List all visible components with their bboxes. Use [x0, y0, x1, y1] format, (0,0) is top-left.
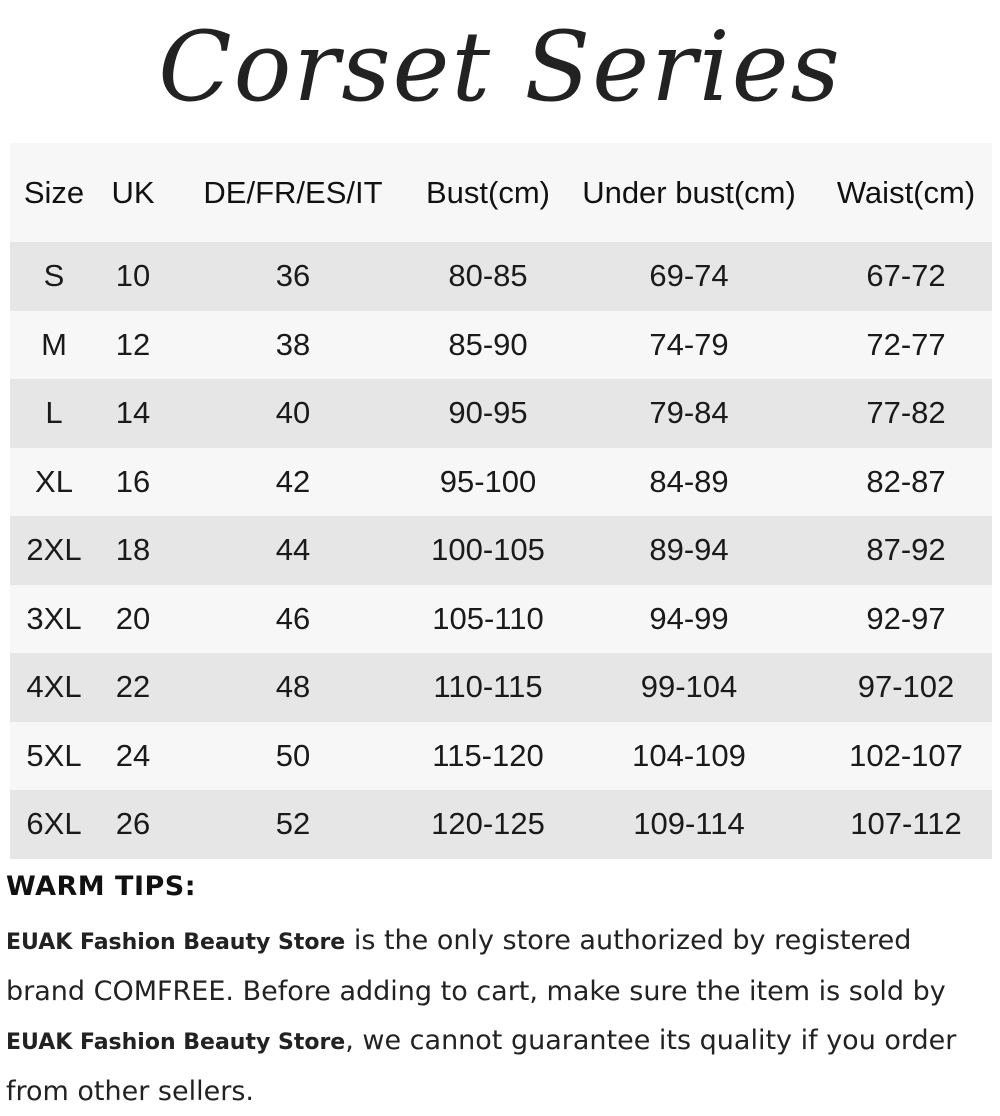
warm-tips-text [6, 916, 996, 1116]
tips-text-part-2: , we cannot guarantee its quality if you order from other sellers. [6, 1025, 957, 1107]
cell-eu: 40 [275, 395, 311, 431]
cell-waist: 77-82 [866, 395, 946, 431]
table-header-row [10, 143, 992, 242]
cell-under-bust: 69-74 [649, 258, 729, 294]
cell-bust: 105-110 [432, 600, 544, 636]
cell-under-bust: 99-104 [640, 669, 738, 705]
cell-size: 6XL [26, 806, 82, 842]
cell-bust: 110-115 [433, 669, 543, 705]
cell-bust: 90-95 [448, 395, 528, 431]
header-size: Size [23, 174, 85, 210]
table-row [10, 448, 992, 517]
table-row [10, 311, 992, 380]
cell-under-bust: 104-109 [632, 737, 746, 773]
header-under-bust: Under bust(cm) [582, 174, 796, 210]
header-bust: Bust(cm) [426, 174, 550, 210]
cell-eu: 44 [275, 532, 311, 568]
cell-waist: 92-97 [866, 600, 946, 636]
cell-waist: 67-72 [866, 258, 946, 294]
store-name: EUAK Fashion Beauty Store [6, 1030, 346, 1055]
cell-bust: 115-120 [432, 737, 544, 773]
cell-size: 3XL [26, 600, 82, 636]
cell-uk: 18 [115, 532, 151, 568]
table-row [10, 722, 992, 791]
cell-under-bust: 89-94 [649, 532, 729, 568]
cell-uk: 22 [115, 669, 151, 705]
cell-size: XL [35, 463, 73, 499]
cell-eu: 38 [275, 326, 311, 362]
cell-size: L [45, 395, 63, 431]
cell-uk: 14 [115, 395, 151, 431]
title-banner [0, 0, 1000, 140]
cell-uk: 16 [115, 463, 151, 499]
table-row [10, 516, 992, 585]
cell-waist: 102-107 [849, 737, 963, 773]
cell-waist: 107-112 [850, 806, 962, 842]
cell-bust: 95-100 [439, 463, 537, 499]
cell-eu: 52 [275, 806, 311, 842]
cell-bust: 80-85 [448, 258, 528, 294]
table-row [10, 790, 992, 859]
cell-waist: 97-102 [857, 669, 955, 705]
cell-size: 5XL [26, 737, 82, 773]
cell-bust: 85-90 [448, 326, 528, 362]
warm-tips-heading: WARM TIPS: [6, 871, 197, 902]
table-row [10, 242, 992, 311]
cell-eu: 42 [275, 463, 311, 499]
cell-uk: 10 [115, 258, 151, 294]
size-chart [10, 143, 992, 859]
size-table [10, 143, 992, 859]
tips-text-part-1: is the only store authorized by registered brand COMFREE. Before adding to cart, make sure the item is sold by [6, 925, 946, 1007]
cell-size: 2XL [26, 532, 82, 568]
cell-eu: 50 [275, 737, 311, 773]
cell-uk: 20 [115, 600, 151, 636]
cell-bust: 120-125 [431, 806, 545, 842]
cell-uk: 12 [115, 326, 151, 362]
cell-waist: 87-92 [866, 532, 946, 568]
cell-size: S [43, 258, 65, 294]
table-row [10, 585, 992, 654]
cell-uk: 24 [115, 737, 151, 773]
page-title: Corset Series [158, 11, 842, 123]
cell-waist: 72-77 [866, 326, 946, 362]
cell-bust: 100-105 [431, 532, 545, 568]
warm-tips-section [6, 866, 996, 1116]
cell-under-bust: 84-89 [649, 463, 729, 499]
cell-under-bust: 94-99 [649, 600, 729, 636]
table-row [10, 653, 992, 722]
cell-under-bust: 109-114 [633, 806, 745, 842]
cell-waist: 82-87 [866, 463, 946, 499]
cell-size: 4XL [26, 669, 82, 705]
cell-eu: 48 [275, 669, 311, 705]
cell-under-bust: 74-79 [649, 326, 729, 362]
store-name: EUAK Fashion Beauty Store [6, 930, 346, 955]
header-eu: DE/FR/ES/IT [203, 174, 383, 210]
header-uk: UK [111, 174, 155, 210]
cell-eu: 46 [275, 600, 311, 636]
cell-uk: 26 [115, 806, 151, 842]
header-waist: Waist(cm) [836, 174, 976, 210]
cell-size: M [41, 326, 67, 362]
cell-eu: 36 [275, 258, 311, 294]
cell-under-bust: 79-84 [649, 395, 729, 431]
table-row [10, 379, 992, 448]
